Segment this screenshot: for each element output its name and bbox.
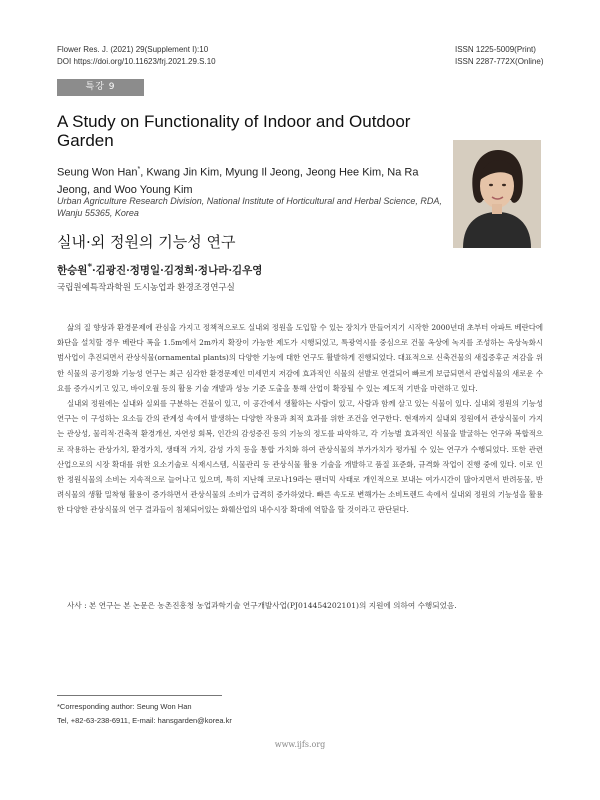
- footnote-divider: [57, 695, 222, 696]
- korean-corresponding-mark: *: [87, 262, 93, 272]
- doi-link[interactable]: DOI https://doi.org/10.11623/frj.2021.29.S.10: [57, 56, 216, 66]
- issn-block: [455, 44, 544, 67]
- author-list: [57, 161, 447, 199]
- abstract-paragraph-2: 실내외 정원에는 실내와 실외를 구분하는 건물이 있고, 이 공간에서 생활하는 사람이 있고, 사람과 함께 살고 있는 식물이 있다. 실내외 정원의 기능성 연구는 이 구성하는 요소들 간의 관계성 속에서 발생하는 다양한 작용과 최적 효과를 위한 조건을 연구한다. 현재까지 실내외 정원에서 관상식물이 가지는 관상성, 물리적·건축적 환경개선, 자연성 회복, 인간의 감성증진 등의 기능의 정도를 파악하고, 각 기능별 효과적인 식물을 발굴하는 연구와 복합적으로 작용하는 관상가치, 환경가치, 생태적 가치, 감성 가치 등을 통합 가치화 하여 관상식물의 부가가치가 평가될 수 있는 연구가 수행되었다. 또한 관련 산업으로의 시장 확대를 위한 요소기술로 식재시스템, 식물관리 등 관상식물 활용 기술을 개발하고 품질 표준화, 규격화 작업이 진행 중에 있다. 이로 인한 정원식물의 소비는 지속적으로 늘어나고 있으며, 특히 지난해 코로나19라는 팬더믹 사태로 개인적으로 보내는 여가시간이 많아지면서 반려동물, 반려식물의 생활 밀착형 활용이 증가하면서 관상식물의 소비가 급격히 증가하였다. 빠른 속도로 변해가는 소비트렌드 속에서 실내외 정원의 기능성을 활용한 다양한 관상식물의 연구 결과들이 침체되어있는 화훼산업의 내수시장 확대에 역할을 할 것이라고 판단된다.: [57, 399, 543, 515]
- korean-author-list: [57, 262, 262, 278]
- issn-print: ISSN 1225-5009(Print): [455, 45, 536, 54]
- korean-corresponding-author: 한승원: [57, 264, 88, 277]
- author-photo: [453, 140, 541, 248]
- issn-online: ISSN 2287-772X(Online): [455, 56, 544, 66]
- acknowledgement: 사사 : 본 연구는 본 논문은 농촌진흥청 농업과학기술 연구개발사업(PJ014454202101)의 지원에 의하여 수행되었음.: [67, 601, 457, 610]
- korean-title: 실내·외 정원의 기능성 연구: [57, 233, 236, 251]
- korean-co-authors: ·김광진·정명일·김정희·정나라·김우영: [92, 264, 263, 277]
- corresponding-mark: *: [137, 166, 141, 173]
- footnote: [57, 700, 232, 728]
- session-badge: 특강 9: [57, 79, 144, 96]
- paper-title: A Study on Functionality of Indoor and Outdoor Garden: [57, 112, 411, 150]
- co-authors: , Kwang Jin Kim, Myung Il Jeong, Jeong Hee Kim, Na Ra Jeong, and Woo Young Kim: [57, 166, 419, 196]
- footer-url[interactable]: www.ijfs.org: [274, 740, 326, 749]
- journal-header: [57, 44, 216, 67]
- abstract-paragraph-1: 삶의 질 향상과 환경문제에 관심을 가지고 정책적으로도 실내외 정원을 도입할 수 있는 장치가 만들어지기 시작한 2000년대 초부터 아파트 베란다에 화단을 설치할 경우 베란다 폭을 1.5m에서 2m까지 확장이 가능한 제도가 시행되었고, 특광역시를 중심으로 건물 옥상에 녹지를 조성하는 옥상녹화시범사업이 추진되면서 관상식물(ornamental plants)의 다양한 기능에 대한 연구도 활발하게 진행되었다. 대표적으로 신축건물의 새집증후군 저감을 위한 식물의 공기정화 기능성 연구는 최근 심각한 환경문제인 미세먼지 저감에 효과적인 식물의 선발로 연결되어 빠르게 보급되면서 관엽식물의 새로운 수요를 증가시키고 있고, 바이오월 등의 활용 기술 개발과 성능 기준 도출을 통해 산업이 확장될 수 있는 제도적 기반을 마련하고 있다.: [57, 323, 543, 393]
- korean-affiliation: 국립원예특작과학원 도시농업과 환경조경연구실: [57, 283, 235, 293]
- journal-citation: Flower Res. J. (2021) 29(Supplement I):10: [57, 45, 209, 54]
- portrait-image: [453, 140, 541, 248]
- affiliation: Urban Agriculture Research Division, National Institute of Horticultural and Herbal Science, RDA, Wanju 55365, Korea: [57, 196, 442, 218]
- contact-info: Tel, +82-63-238-6911, E-mail: hansgarden@korea.kr: [57, 716, 232, 725]
- abstract: [57, 320, 543, 518]
- corresponding-author: Seung Won Han: [57, 166, 138, 179]
- corresponding-author-note: *Corresponding author: Seung Won Han: [57, 702, 192, 711]
